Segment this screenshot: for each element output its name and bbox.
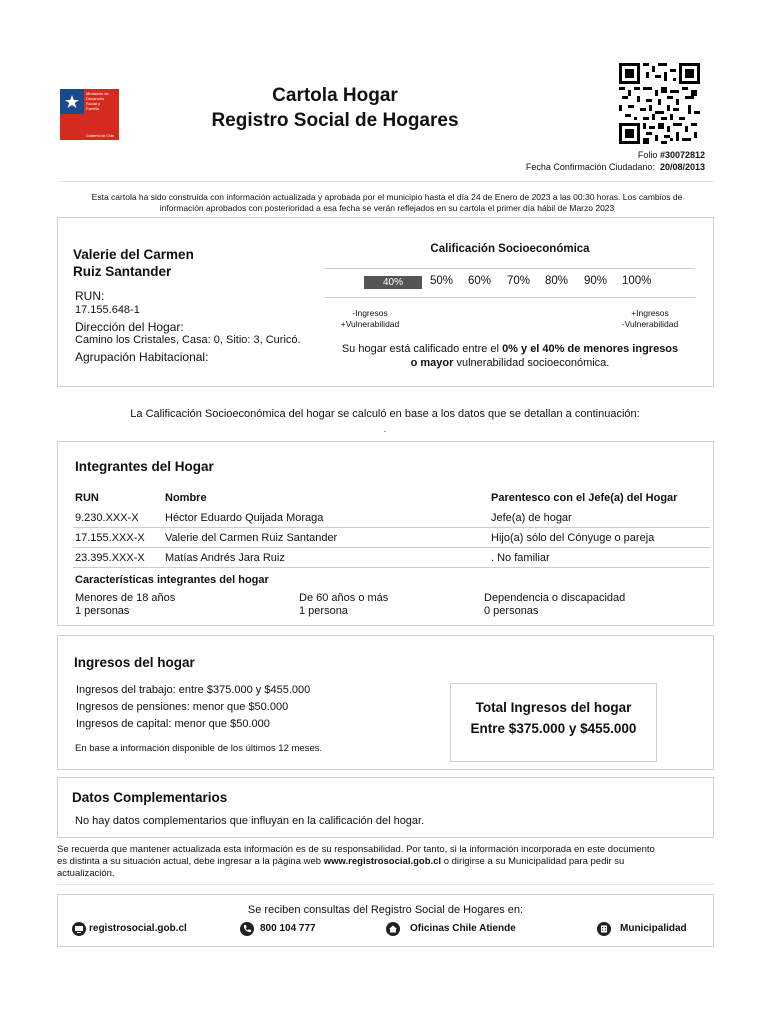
recordatorio-line2-pre: es distinta a su situación actual, debe ingresar a la página web bbox=[57, 856, 322, 867]
page-subtitle: Registro Social de Hogares bbox=[211, 110, 459, 131]
calificacion-result bbox=[325, 342, 695, 370]
tramo-90: 90% bbox=[584, 275, 608, 287]
ingresos-nota: En base a información disponible de los últimos 12 meses. bbox=[75, 743, 323, 754]
direccion-label: Dirección del Hogar: bbox=[75, 320, 184, 334]
dependencia-value: 0 personas bbox=[484, 605, 539, 617]
col-header-run: RUN bbox=[75, 492, 99, 504]
building-icon bbox=[597, 922, 611, 936]
folio-label: Folio bbox=[637, 150, 658, 160]
scale-top-line bbox=[325, 268, 695, 269]
consulta-web[interactable]: registrosocial.gob.cl bbox=[89, 923, 187, 934]
complementarios-section bbox=[57, 777, 714, 838]
tramo-60: 60% bbox=[468, 275, 492, 287]
fecha-confirmacion bbox=[526, 162, 705, 172]
row-3-parentesco: . No familiar bbox=[491, 552, 550, 564]
svg-text:Gobierno de Chile: Gobierno de Chile bbox=[86, 134, 115, 138]
footer-divider bbox=[57, 884, 714, 885]
intro-line-2: información aprobados con posterioridad a esa fecha se verán reflejados en su cartola el primer día hábil de Marzo 2023 bbox=[159, 203, 615, 213]
recordatorio-line2-post: o dirigirse a su Municipalidad para pedir su bbox=[443, 856, 625, 867]
tramo-50: 50% bbox=[430, 275, 454, 287]
col-header-parentesco: Parentesco con el Jefe(a) del Hogar bbox=[491, 492, 678, 504]
ingresos-capital: Ingresos de capital: menor que $50.000 bbox=[76, 718, 270, 730]
phone-icon bbox=[240, 922, 254, 936]
home-icon bbox=[386, 922, 400, 936]
row-2-run: 17.155.XXX-X bbox=[75, 532, 145, 544]
header-divider bbox=[60, 181, 713, 182]
ingresos-title: Ingresos del hogar bbox=[74, 655, 195, 670]
row-divider bbox=[73, 567, 710, 568]
caracteristicas-title: Características integrantes del hogar bbox=[75, 574, 269, 586]
fecha-label: Fecha Confirmación Ciudadano: bbox=[525, 162, 655, 172]
complementarios-text: No hay datos complementarios que influyan en la calificación del hogar. bbox=[75, 815, 425, 827]
tramo-100: 100% bbox=[622, 275, 652, 287]
result-post: vulnerabilidad socioeconómica. bbox=[456, 357, 610, 369]
recordatorio-line1: Se recuerda que mantener actualizada esta información es de su responsabilidad. Por tanto, si la información incorporada en este documento bbox=[57, 844, 655, 855]
calificacion-title: Calificación Socioeconómica bbox=[430, 243, 590, 255]
integrantes-title: Integrantes del Hogar bbox=[75, 459, 214, 474]
consultas-section bbox=[57, 894, 714, 947]
qr-code bbox=[619, 63, 700, 144]
svg-text:Familia: Familia bbox=[86, 106, 99, 111]
intro-text bbox=[62, 192, 712, 214]
total-ingresos-title: Total Ingresos del hogar bbox=[475, 700, 632, 715]
consulta-oficinas[interactable]: Oficinas Chile Atiende bbox=[410, 923, 516, 934]
ingresos-trabajo: Ingresos del trabajo: entre $375.000 y $455.000 bbox=[76, 684, 311, 696]
consulta-phone[interactable]: 800 104 777 bbox=[260, 923, 316, 934]
row-divider bbox=[73, 527, 710, 528]
total-ingresos-value: Entre $375.000 y $455.000 bbox=[470, 721, 637, 736]
result-bold-2: o mayor bbox=[410, 357, 454, 369]
calc-note: La Calificación Socioeconómica del hogar se calculó en base a los datos que se detallan a continuación: bbox=[130, 408, 640, 420]
col-header-nombre: Nombre bbox=[165, 492, 207, 504]
left-legend-1: -Ingresos bbox=[352, 308, 388, 318]
svg-text:Ministerio de: Ministerio de bbox=[86, 91, 109, 96]
row-1-parentesco: Jefe(a) de hogar bbox=[491, 512, 572, 524]
folio-value: #30072812 bbox=[659, 150, 705, 160]
result-pre: Su hogar está calificado entre el bbox=[341, 343, 499, 355]
scale-left-legend bbox=[330, 308, 410, 330]
complementarios-title: Datos Complementarios bbox=[72, 790, 228, 805]
consulta-municipalidad[interactable]: Municipalidad bbox=[620, 923, 687, 934]
persona-name-line2: Ruiz Santander bbox=[73, 264, 172, 279]
folio bbox=[638, 150, 705, 160]
persona-name-line1: Valerie del Carmen bbox=[73, 247, 194, 262]
fecha-value: 20/08/2013 bbox=[659, 162, 705, 172]
menores-label: Menores de 18 años bbox=[75, 592, 176, 604]
consultas-title: Se reciben consultas del Registro Social de Hogares en: bbox=[247, 904, 524, 916]
tramo-40-selected: 40% bbox=[364, 276, 422, 289]
result-bold-1: 0% y el 40% de menores ingresos bbox=[502, 343, 679, 355]
row-3-run: 23.395.XXX-X bbox=[75, 552, 145, 564]
computer-icon bbox=[72, 922, 86, 936]
row-1-run: 9.230.XXX-X bbox=[75, 512, 139, 524]
direccion-value: Camino los Cristales, Casa: 0, Sitio: 3, Curicó. bbox=[75, 334, 301, 346]
run-label: RUN: bbox=[75, 289, 105, 303]
menores-value: 1 personas bbox=[75, 605, 130, 617]
right-legend-2: -Vulnerabilidad bbox=[621, 319, 679, 329]
tramo-80: 80% bbox=[545, 275, 569, 287]
row-divider bbox=[73, 547, 710, 548]
intro-line-1: Esta cartola ha sido construida con información actualizada y aprobada por el municipio hasta el día 24 de Enero de 2023 a las 00:30 horas. Los cambios de bbox=[91, 192, 683, 202]
left-legend-2: +Vulnerabilidad bbox=[340, 319, 400, 329]
row-2-parentesco: Hijo(a) sólo del Cónyuge o pareja bbox=[491, 532, 655, 544]
run-value: 17.155.648-1 bbox=[75, 304, 140, 316]
mayores-label: De 60 años o más bbox=[299, 592, 389, 604]
calc-dot: . bbox=[383, 424, 387, 434]
ingresos-pensiones: Ingresos de pensiones: menor que $50.000 bbox=[76, 701, 289, 713]
recordatorio bbox=[57, 844, 714, 880]
row-3-nombre: Matías Andrés Jara Ruiz bbox=[165, 552, 285, 564]
svg-text:Desarrollo: Desarrollo bbox=[86, 96, 105, 101]
page-title: Cartola Hogar bbox=[272, 85, 398, 106]
scale-bottom-line bbox=[325, 297, 695, 298]
row-1-nombre: Héctor Eduardo Quijada Moraga bbox=[165, 512, 324, 524]
registrosocial-link[interactable]: www.registrosocial.gob.cl bbox=[323, 856, 442, 867]
scale-right-legend bbox=[610, 308, 690, 330]
row-2-nombre: Valerie del Carmen Ruiz Santander bbox=[165, 532, 338, 544]
right-legend-1: +Ingresos bbox=[631, 308, 669, 318]
agrupacion-label: Agrupación Habitacional: bbox=[75, 350, 209, 364]
recordatorio-line3: actualización. bbox=[57, 868, 115, 879]
tramo-70: 70% bbox=[507, 275, 531, 287]
mayores-value: 1 persona bbox=[299, 605, 348, 617]
svg-text:Social y: Social y bbox=[86, 101, 101, 106]
dependencia-label: Dependencia o discapacidad bbox=[484, 592, 626, 604]
